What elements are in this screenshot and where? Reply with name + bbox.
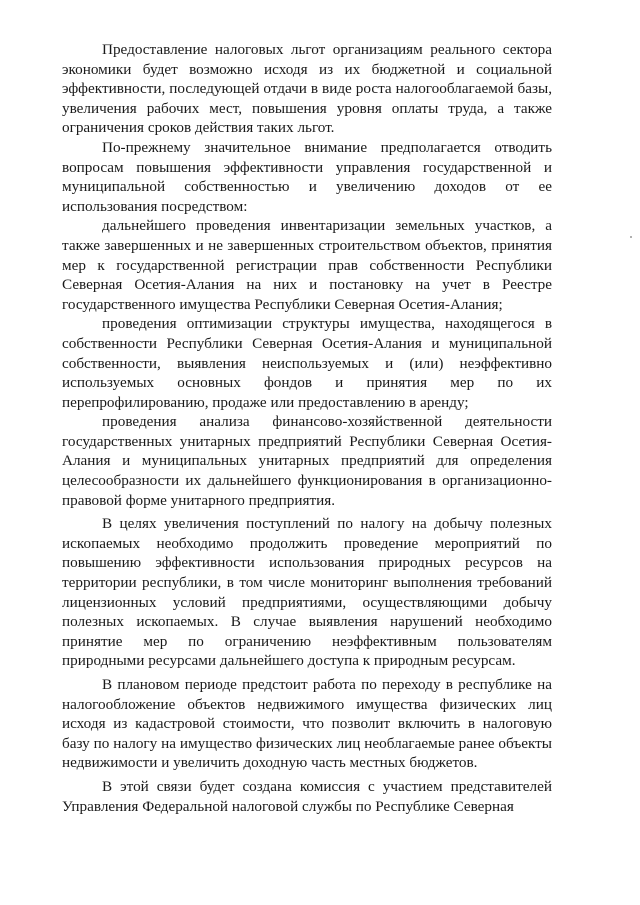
paragraph-property-management: По-прежнему значительное внимание предполагается отводить вопросам повышения эффективности управления государственной и муниципальной собственностью и увеличению доходов от ее использования посредством: bbox=[62, 138, 552, 215]
paragraph-enterprise-analysis: проведения анализа финансово-хозяйственной деятельности государственных унитарных предприятий Республики Северная Осетия-Алания и муниципальных унитарных предприятий для определения целесообразности их дальнейшего функционирования в организационно-правовой форме унитарного предприятия. bbox=[62, 413, 552, 509]
paragraph-mineral-tax: В целях увеличения поступлений по налогу на добычу полезных ископаемых необходимо продолжить проведение мероприятий по повышению эффективности использования природных ресурсов на территории республики, в том числе мониторинг выполнения требований лицензионных условий предприятиями, осуществляющими добычу полезных ископаемых. В случае выявления нарушений необходимо принятие мер по ограничению неэффективным пользователям природными ресурсами дальнейшего доступа к природным ресурсам. bbox=[62, 515, 552, 670]
paragraph-tax-benefits: Предоставление налоговых льгот организациям реального сектора экономики будет возможно исходя из их бюджетной и социальной эффективности, последующей отдачи в виде роста налогооблагаемой базы, увеличения рабочих мест, повышения уровня оплаты труда, а также ограничения сроков действия таких льгот. bbox=[62, 41, 552, 137]
paragraph-commission: В этой связи будет создана комиссия с участием представителей Управления Федеральной налоговой службы по Республике Северная bbox=[62, 777, 552, 815]
paragraph-land-inventory: дальнейшего проведения инвентаризации земельных участков, а также завершенных и не завершенных строительством объектов, принятия мер к государственной регистрации прав собственности Республики Северная Осетия-Алания на них и постановку на учет в Реестре государственного имущества Республики Северная Осетия-Алания; bbox=[62, 217, 552, 313]
paragraph-cadastral-value: В плановом периоде предстоит работа по переходу в республике на налогообложение объектов недвижимого имущества физических лиц исходя из кадастровой стоимости, что позволит включить в налоговую базу по налогу на имущество физических лиц необлагаемые ранее объекты недвижимости и увеличить доходную часть местных бюджетов. bbox=[62, 676, 552, 772]
document-body bbox=[62, 40, 552, 816]
scan-speck bbox=[630, 236, 632, 238]
paragraph-property-optimization: проведения оптимизации структуры имущества, находящегося в собственности Республики Северная Осетия-Алания и муниципальной собственности, выявления неиспользуемых и (или) неэффективно используемых основных фондов и принятия мер по их перепрофилированию, продаже или предоставлению в аренду; bbox=[62, 315, 552, 411]
